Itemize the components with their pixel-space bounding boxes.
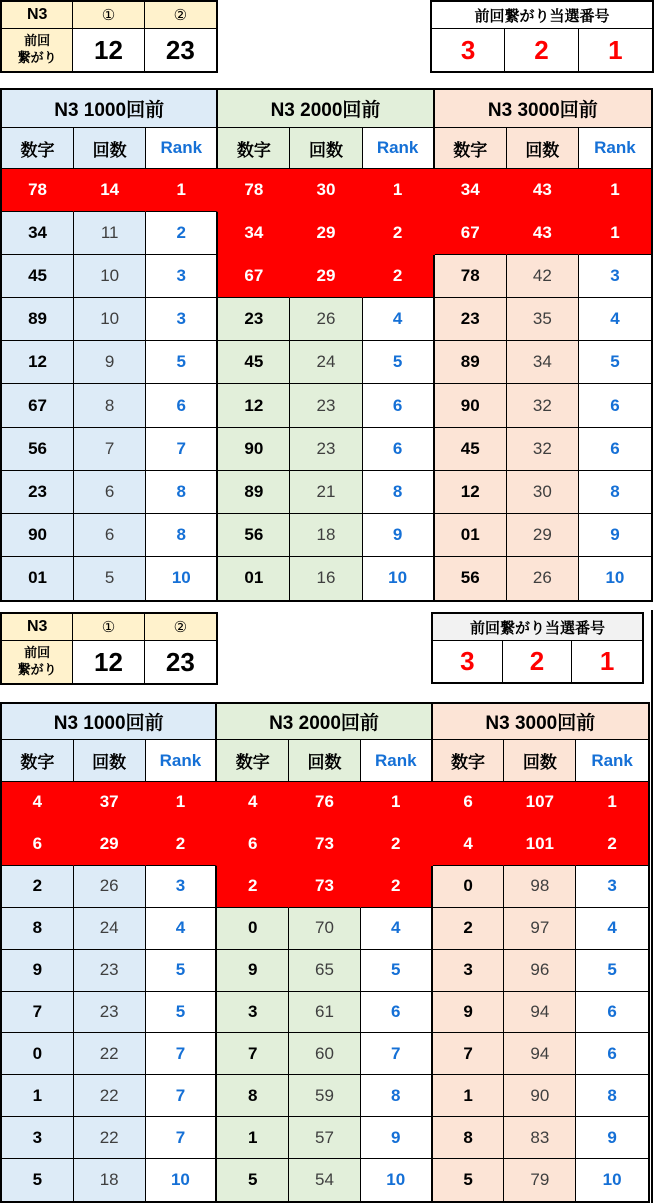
count-cell: 24	[74, 908, 146, 950]
connection-table-1	[0, 0, 218, 73]
winning-number-cell: 1	[599, 646, 615, 676]
num-cell: 67	[2, 384, 74, 427]
col-header-rank: Rank	[579, 128, 651, 169]
num-cell: 7	[2, 992, 74, 1034]
rank-cell: 9	[576, 1117, 648, 1159]
col-header-rank: Rank	[363, 128, 435, 169]
num-cell: 90	[2, 514, 74, 557]
connection-corner-label: N3	[2, 614, 73, 641]
num-cell: 7	[217, 1033, 289, 1075]
num-cell: 34	[2, 212, 74, 255]
rank-cell: 10	[579, 557, 651, 600]
num-cell: 8	[2, 908, 74, 950]
rank-cell: 2	[363, 255, 435, 298]
num-cell: 89	[435, 341, 507, 384]
num-cell: 4	[433, 824, 505, 866]
rank-cell: 10	[576, 1159, 648, 1201]
count-cell: 22	[74, 1033, 146, 1075]
num-cell: 2	[217, 866, 289, 908]
winning-numbers-header: 前回繋がり当選番号	[432, 2, 652, 29]
winning-number-cell: 1	[608, 34, 623, 65]
rank-cell: 1	[579, 212, 651, 255]
rank-cell: 7	[146, 1033, 218, 1075]
num-cell: 90	[218, 428, 290, 471]
num-cell: 8	[217, 1075, 289, 1117]
rank-cell: 3	[576, 866, 648, 908]
col-header-rank: Rank	[361, 740, 433, 782]
winning-number-cell: 3	[432, 29, 505, 71]
count-cell: 59	[289, 1075, 361, 1117]
frequency-table-2	[0, 702, 650, 1203]
num-cell: 34	[435, 169, 507, 212]
count-cell: 23	[74, 950, 146, 992]
count-cell: 42	[507, 255, 579, 298]
rank-cell: 6	[146, 384, 218, 427]
connection-value-1: 12	[73, 29, 144, 71]
count-cell: 29	[290, 255, 362, 298]
winning-numbers-header: 前回繋がり当選番号	[433, 614, 642, 641]
col-header-rank: Rank	[146, 740, 218, 782]
num-cell: 0	[217, 908, 289, 950]
count-cell: 30	[507, 471, 579, 514]
count-cell: 101	[504, 824, 576, 866]
num-cell: 90	[435, 384, 507, 427]
rank-cell: 5	[579, 341, 651, 384]
count-cell: 30	[290, 169, 362, 212]
count-cell: 97	[504, 908, 576, 950]
num-cell: 1	[217, 1117, 289, 1159]
num-cell: 01	[218, 557, 290, 600]
col-header-count: 回数	[289, 740, 361, 782]
rank-cell: 8	[146, 514, 218, 557]
count-cell: 73	[289, 824, 361, 866]
rank-cell: 4	[146, 908, 218, 950]
num-cell: 67	[435, 212, 507, 255]
count-cell: 26	[507, 557, 579, 600]
rank-cell: 10	[146, 557, 218, 600]
col-header-num: 数字	[218, 128, 290, 169]
num-cell: 89	[2, 298, 74, 341]
count-cell: 79	[504, 1159, 576, 1201]
count-cell: 29	[507, 514, 579, 557]
col-header-rank: Rank	[146, 128, 218, 169]
count-cell: 8	[74, 384, 146, 427]
winning-numbers-table-2	[431, 612, 644, 684]
rank-cell: 2	[363, 212, 435, 255]
num-cell: 56	[435, 557, 507, 600]
rank-cell: 10	[363, 557, 435, 600]
rank-cell: 8	[579, 471, 651, 514]
rank-cell: 8	[363, 471, 435, 514]
count-cell: 73	[289, 866, 361, 908]
page-edge-line	[651, 610, 653, 1203]
count-cell: 83	[504, 1117, 576, 1159]
rank-cell: 8	[576, 1075, 648, 1117]
section-title-2000: N3 2000回前	[218, 90, 434, 128]
count-cell: 70	[289, 908, 361, 950]
num-cell: 5	[433, 1159, 505, 1201]
rank-cell: 1	[579, 169, 651, 212]
col-header-num: 数字	[217, 740, 289, 782]
num-cell: 6	[217, 824, 289, 866]
num-cell: 78	[435, 255, 507, 298]
count-cell: 23	[290, 384, 362, 427]
rank-cell: 2	[146, 824, 218, 866]
rank-cell: 4	[363, 298, 435, 341]
num-cell: 89	[218, 471, 290, 514]
rank-cell: 3	[146, 298, 218, 341]
col-header-count: 回数	[507, 128, 579, 169]
count-cell: 29	[290, 212, 362, 255]
num-cell: 01	[435, 514, 507, 557]
rank-cell: 5	[363, 341, 435, 384]
connection-value-1: 12	[73, 641, 144, 683]
rank-cell: 7	[146, 1075, 218, 1117]
rank-cell: 7	[361, 1033, 433, 1075]
col-header-rank: Rank	[576, 740, 648, 782]
count-cell: 9	[74, 341, 146, 384]
rank-cell: 10	[361, 1159, 433, 1201]
count-cell: 26	[290, 298, 362, 341]
num-cell: 23	[2, 471, 74, 514]
winning-number-cell: 3	[433, 641, 503, 682]
num-cell: 12	[2, 341, 74, 384]
count-cell: 94	[504, 1033, 576, 1075]
num-cell: 3	[217, 992, 289, 1034]
count-cell: 21	[290, 471, 362, 514]
count-cell: 107	[504, 782, 576, 824]
rank-cell: 4	[576, 908, 648, 950]
num-cell: 9	[433, 992, 505, 1034]
num-cell: 4	[2, 782, 74, 824]
num-cell: 12	[218, 384, 290, 427]
winning-number-cell: 2	[503, 641, 573, 682]
col-header-num: 数字	[2, 740, 74, 782]
rank-cell: 4	[579, 298, 651, 341]
connection-corner-label: N3	[2, 2, 73, 29]
connection-row-label	[2, 29, 73, 71]
num-cell: 78	[2, 169, 74, 212]
count-cell: 11	[74, 212, 146, 255]
num-cell: 7	[433, 1033, 505, 1075]
num-cell: 56	[218, 514, 290, 557]
rank-cell: 8	[361, 1075, 433, 1117]
count-cell: 98	[504, 866, 576, 908]
count-cell: 6	[74, 471, 146, 514]
count-cell: 94	[504, 992, 576, 1034]
rank-cell: 5	[146, 992, 218, 1034]
rank-cell: 2	[361, 824, 433, 866]
col-header-num: 数字	[435, 128, 507, 169]
count-cell: 22	[74, 1117, 146, 1159]
num-cell: 23	[218, 298, 290, 341]
rank-cell: 6	[579, 428, 651, 471]
count-cell: 22	[74, 1075, 146, 1117]
num-cell: 2	[433, 908, 505, 950]
count-cell: 54	[289, 1159, 361, 1201]
connection-row-label-line1: 前回	[24, 645, 51, 661]
count-cell: 90	[504, 1075, 576, 1117]
rank-cell: 6	[363, 384, 435, 427]
num-cell: 0	[2, 1033, 74, 1075]
connection-col2-header: ②	[145, 614, 216, 641]
count-cell: 32	[507, 384, 579, 427]
rank-cell: 10	[146, 1159, 218, 1201]
count-cell: 18	[290, 514, 362, 557]
count-cell: 43	[507, 169, 579, 212]
rank-cell: 3	[146, 866, 218, 908]
num-cell: 1	[2, 1075, 74, 1117]
col-header-num: 数字	[433, 740, 505, 782]
col-header-count: 回数	[74, 128, 146, 169]
num-cell: 56	[2, 428, 74, 471]
connection-value-2: 23	[165, 34, 195, 65]
count-cell: 34	[507, 341, 579, 384]
connection-row-label-line2: 繋がり	[17, 50, 57, 65]
num-cell: 5	[217, 1159, 289, 1201]
count-cell: 96	[504, 950, 576, 992]
count-cell: 32	[507, 428, 579, 471]
count-cell: 76	[289, 782, 361, 824]
num-cell: 45	[2, 255, 74, 298]
rank-cell: 6	[361, 992, 433, 1034]
num-cell: 9	[2, 950, 74, 992]
rank-cell: 7	[146, 1117, 218, 1159]
rank-cell: 1	[146, 782, 218, 824]
count-cell: 6	[74, 514, 146, 557]
count-cell: 10	[74, 255, 146, 298]
winning-number-cell: 2	[505, 29, 578, 71]
num-cell: 12	[435, 471, 507, 514]
section-title-1000: N3 1000回前	[2, 704, 217, 740]
num-cell: 3	[2, 1117, 74, 1159]
connection-row-label-line1: 前回	[24, 33, 51, 49]
connection-col2-header: ②	[145, 2, 216, 29]
rank-cell: 1	[576, 782, 648, 824]
rank-cell: 3	[146, 255, 218, 298]
rank-cell: 2	[361, 866, 433, 908]
col-header-count: 回数	[290, 128, 362, 169]
num-cell: 5	[2, 1159, 74, 1201]
num-cell: 4	[217, 782, 289, 824]
section-title-3000: N3 3000回前	[435, 90, 651, 128]
section-title-2000: N3 2000回前	[217, 704, 432, 740]
num-cell: 6	[433, 782, 505, 824]
num-cell: 8	[433, 1117, 505, 1159]
count-cell: 61	[289, 992, 361, 1034]
count-cell: 65	[289, 950, 361, 992]
col-header-count: 回数	[504, 740, 576, 782]
num-cell: 2	[2, 866, 74, 908]
num-cell: 0	[433, 866, 505, 908]
rank-cell: 9	[579, 514, 651, 557]
section-title-3000: N3 3000回前	[433, 704, 648, 740]
num-cell: 45	[435, 428, 507, 471]
rank-cell: 1	[361, 782, 433, 824]
count-cell: 14	[74, 169, 146, 212]
rank-cell: 5	[146, 341, 218, 384]
count-cell: 5	[74, 557, 146, 600]
col-header-count: 回数	[74, 740, 146, 782]
rank-cell: 6	[576, 1033, 648, 1075]
rank-cell: 5	[361, 950, 433, 992]
num-cell: 01	[2, 557, 74, 600]
rank-cell: 1	[146, 169, 218, 212]
count-cell: 23	[74, 992, 146, 1034]
count-cell: 16	[290, 557, 362, 600]
connection-col1-header: ①	[73, 614, 144, 641]
num-cell: 9	[217, 950, 289, 992]
count-cell: 37	[74, 782, 146, 824]
count-cell: 29	[74, 824, 146, 866]
count-cell: 43	[507, 212, 579, 255]
count-cell: 7	[74, 428, 146, 471]
rank-cell: 4	[361, 908, 433, 950]
rank-cell: 9	[361, 1117, 433, 1159]
num-cell: 67	[218, 255, 290, 298]
rank-cell: 9	[363, 514, 435, 557]
connection-table-2	[0, 612, 218, 685]
rank-cell: 6	[576, 992, 648, 1034]
rank-cell: 3	[579, 255, 651, 298]
num-cell: 45	[218, 341, 290, 384]
col-header-num: 数字	[2, 128, 74, 169]
rank-cell: 8	[146, 471, 218, 514]
count-cell: 57	[289, 1117, 361, 1159]
count-cell: 26	[74, 866, 146, 908]
rank-cell: 5	[576, 950, 648, 992]
count-cell: 23	[290, 428, 362, 471]
winning-numbers-table-1	[430, 0, 654, 73]
rank-cell: 5	[146, 950, 218, 992]
num-cell: 23	[435, 298, 507, 341]
rank-cell: 1	[363, 169, 435, 212]
connection-value-2: 23	[165, 646, 195, 677]
connection-row-label-line2: 繋がり	[17, 662, 57, 677]
num-cell: 6	[2, 824, 74, 866]
count-cell: 10	[74, 298, 146, 341]
count-cell: 60	[289, 1033, 361, 1075]
rank-cell: 2	[146, 212, 218, 255]
count-cell: 24	[290, 341, 362, 384]
num-cell: 34	[218, 212, 290, 255]
rank-cell: 7	[146, 428, 218, 471]
frequency-table-1	[0, 88, 653, 602]
rank-cell: 6	[363, 428, 435, 471]
connection-row-label	[2, 641, 73, 683]
section-title-1000: N3 1000回前	[2, 90, 218, 128]
rank-cell: 6	[579, 384, 651, 427]
connection-col1-header: ①	[73, 2, 144, 29]
num-cell: 3	[433, 950, 505, 992]
num-cell: 1	[433, 1075, 505, 1117]
num-cell: 78	[218, 169, 290, 212]
count-cell: 35	[507, 298, 579, 341]
rank-cell: 2	[576, 824, 648, 866]
count-cell: 18	[74, 1159, 146, 1201]
